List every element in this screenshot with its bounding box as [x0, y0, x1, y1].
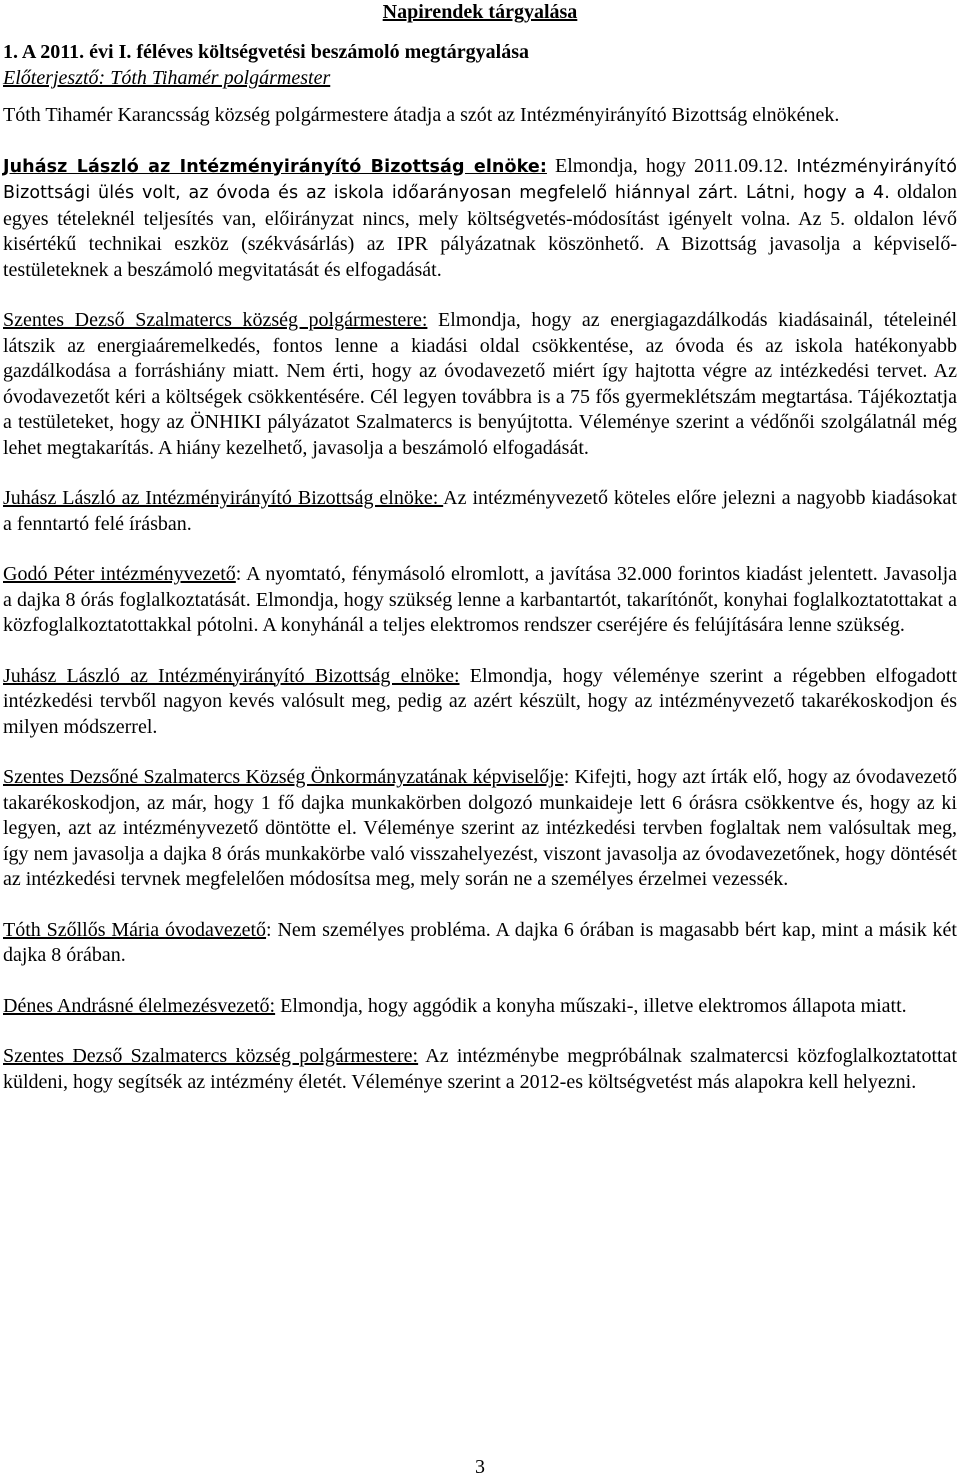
paragraph-text: : Nem személyes probléma. A dajka 6 órában is magasabb bért kap, mint a másik két dajka 8 órában. [3, 918, 957, 966]
speaker-name: Juhász László az Intézményirányító Bizottság elnöke: [3, 664, 460, 687]
paragraph-text: : A nyomtató, fénymásoló elromlott, a javítása 32.000 forintos kiadást jelentett. Javasolja a dajka 8 órás foglalkoztatását. Elmondja, hogy szükség lenne a karbantartót, takarítónőt, konyhai foglalkoztatottakat a közfoglalkoztatottakkal pótolni. A konyhánál a teljes elektromos rendszer cseréjére és felújítására lenne szükség. [3, 563, 957, 636]
paragraph-szentes-1 [3, 308, 957, 461]
speaker-name: Godó Péter intézményvezető [3, 563, 236, 585]
paragraph-text: Elmondja, hogy az energiagazdálkodás kiadásainál, tételeinél látszik az energiaáremelkedés, fontos lenne a kiadási oldal csökkentése, az óvoda és az iskola hatékonyabb gazdálkodása a forráshiány miatt. Nem érti, hogy az óvodavezető miért így hajtotta végre az intézkedési tervet. Az óvodavezetőt kéri a költségek csökkentésére. Cél legyen továbbra is a 75 fős gyermeklétszám megtartása. Tájékoztatja a testületeket, hogy az ÖNHIKI pályázatot Szalmatercs is benyújtotta. Véleménye szerint a védőnői szolgálatnál még lehet megtakarítás. A hiány kezelhető, javasolja a beszámoló elfogadását. [3, 309, 957, 459]
paragraph-text: Elmondja, hogy véleménye szerint a régebben elfogadott intézkedési tervből nagyon kevés valósult meg, pedig az azért készült, hogy az intézményvezető takarékoskodjon és milyen módszerrel. [3, 664, 957, 738]
page-number: 3 [475, 1456, 485, 1478]
speaker-name: Dénes Andrásné élelmezésvezető: [3, 994, 276, 1017]
section-heading: Napirendek tárgyalása [382, 1, 578, 23]
paragraph-juhasz-1 [3, 154, 957, 284]
paragraph-text-rest: oldalon egyes tételeknél teljesítés van, előirányzat nincs, mely költségvetés-módosítást igényelt volna. Az 5. oldalon lévő kisértékű technikai eszköz (székvásárlás) az IPR pályázatnak köszönhető. A Bizottság javasolja a képviselő-testületeknek a beszámoló megvitatását és elfogadását. [3, 181, 957, 281]
document-page [3, 0, 957, 1095]
paragraph-intro [3, 103, 957, 129]
speaker-name: Tóth Szőllős Mária óvodavezető [3, 918, 267, 941]
speaker-name: Juhász László az Intézményirányító Bizottság elnöke: [3, 156, 547, 177]
paragraph-toth-szollos [3, 918, 957, 969]
paragraph-godo [3, 562, 957, 639]
paragraph-denes [3, 994, 957, 1020]
paragraph-text: Az intézményvezető köteles előre jelezni a nagyobb kiadásokat a fenntartó felé írásban. [3, 487, 957, 535]
speaker-name: Szentes Dezső Szalmatercs község polgármestere: [3, 1045, 419, 1067]
paragraph-text: : Kifejti, hogy azt írták elő, hogy az óvodavezető takarékoskodjon, az már, hogy 1 fő dajka munkakörben dolgozó munkaideje lett 6 órásra csökkentve és, hogy az ki legyen, azt az intézményvezető döntötte el. Véleménye szerint az intézkedési tervben foglaltak nem valósultak meg, így nem javasolja a dajka 8 órás munkakörbe való visszahelyezést, viszont javasolja az óvodavezetőnek, hogy döntését az intézkedési tervnek megfelelően módosítsa meg, mely során ne a személyes érzelmei vezessék. [3, 766, 957, 890]
agenda-item-title: 1. A 2011. évi I. féléves költségvetési beszámoló megtárgyalása [3, 41, 530, 63]
speaker-name: Juhász László az Intézményirányító Bizottság elnöke: [3, 487, 444, 509]
speaker-name: Szentes Dezsőné Szalmatercs Község Önkormányzatának képviselője [3, 766, 564, 788]
speaker-name: Szentes Dezső Szalmatercs község polgármestere: [3, 309, 428, 331]
paragraph-szentes-2 [3, 1044, 957, 1095]
agenda-item-presenter: Előterjesztő: Tóth Tihamér polgármester [3, 67, 331, 89]
paragraph-text: Tóth Tihamér Karancsság község polgármestere átadja a szót az Intézményirányító Bizottság elnökének. [3, 104, 840, 126]
paragraph-juhasz-3 [3, 664, 957, 741]
paragraph-juhasz-2 [3, 486, 957, 537]
paragraph-text: Az intézménybe megpróbálnak szalmatercsi közfoglalkoztatottat küldeni, hogy segítsék az intézmény életét. Véleménye szerint a 2012-es költségvetést más alapokra kell helyezni. [3, 1045, 958, 1093]
paragraph-text-sans: Intézményirányító Bizottsági ülés volt, az óvoda és az iskola időarányosan megfelelő hiánnyal zárt. Látni, hogy a 4. [3, 156, 958, 203]
paragraph-text: Elmondja, hogy 2011.09.12. [546, 154, 789, 177]
paragraph-text: Elmondja, hogy aggódik a konyha műszaki-, illetve elektromos állapota miatt. [275, 994, 907, 1017]
paragraph-szentes-dezsone [3, 765, 957, 893]
